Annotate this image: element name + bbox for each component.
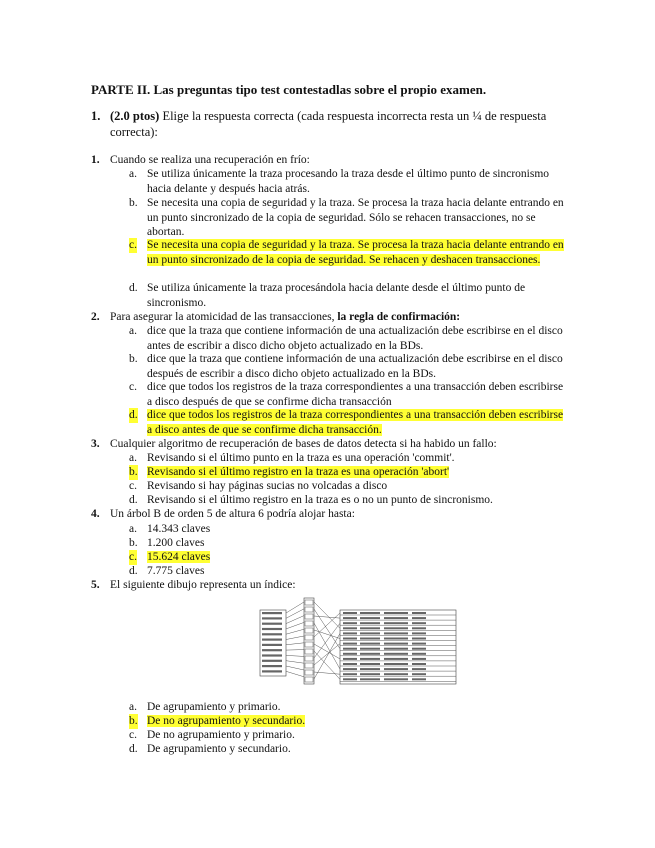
option-letter: a.: [129, 168, 137, 180]
question-number: 5.: [91, 579, 100, 591]
table-cell: [384, 678, 408, 680]
index-entry: [262, 628, 282, 630]
table-cell: [412, 632, 426, 634]
index-entry: [262, 612, 282, 614]
table-cell: [412, 673, 426, 675]
option-text: dice que todos los registros de la traza correspondientes a una transacción deben escribirse a disco antes de que se confirme dicha transacción.: [147, 409, 564, 436]
record-pointer: [314, 651, 340, 679]
q3-option-a: [129, 451, 564, 466]
table-cell: [360, 643, 380, 645]
q5-option-c: [129, 728, 564, 743]
table-cell: [343, 648, 357, 650]
q3-option-b-highlighted: [129, 465, 564, 480]
index-pointer: [286, 622, 304, 629]
index-entry: [262, 665, 282, 667]
table-cell: [343, 617, 357, 619]
option-letter: d.: [129, 743, 138, 755]
question-3: [91, 437, 571, 452]
table-cell: [384, 617, 408, 619]
table-cell: [343, 678, 357, 680]
option-letter: d.: [129, 565, 138, 577]
table-cell: [412, 668, 426, 670]
table-cell: [412, 678, 426, 680]
option-text: Se utiliza únicamente la traza procesando la traza desde el último punto de sincronismo hacia delante y después hacia atrás.: [147, 168, 550, 195]
option-text: Revisando si el último registro en la traza es una operación 'abort': [147, 466, 450, 478]
table-cell: [360, 612, 380, 614]
option-letter: b.: [129, 537, 138, 549]
q1-option-b: [129, 196, 564, 240]
question-text-bold: la regla de confirmación:: [337, 311, 461, 323]
option-text: 14.343 claves: [147, 523, 211, 535]
table-cell: [412, 663, 426, 665]
bucket-column: [304, 598, 314, 684]
index-pointer: [286, 661, 304, 664]
table-cell: [384, 673, 408, 675]
question-text: Cualquier algoritmo de recuperación de bases de datos detecta si ha habido un fallo:: [110, 438, 497, 450]
table-cell: [360, 648, 380, 650]
option-text: Se necesita una copia de seguridad y la traza. Se procesa la traza hacia delante entrando en un punto sincronizado de la copia de seguridad. Se rehacen y deshacen transacciones.: [147, 239, 564, 266]
q3-option-d: [129, 493, 564, 508]
q1-option-a: [129, 167, 564, 196]
option-letter: a.: [129, 523, 137, 535]
index-entry: [262, 660, 282, 662]
option-text: Se utiliza únicamente la traza procesándola hacia delante desde el último punto de sincronismo.: [147, 282, 526, 309]
question-5: [91, 578, 571, 593]
option-letter: c.: [129, 729, 137, 741]
option-text: dice que la traza que contiene información de una actualización debe escribirse en el disco después de escribir a disco dicho objeto actualizado en la BDs.: [147, 353, 563, 380]
question-2: [91, 310, 571, 325]
data-file-table: [340, 610, 456, 684]
table-cell: [360, 622, 380, 624]
table-cell: [384, 612, 408, 614]
option-letter: c.: [129, 239, 137, 251]
table-cell: [343, 653, 357, 655]
question-1: [91, 153, 571, 168]
option-letter: b.: [129, 353, 138, 365]
index-entry: [262, 654, 282, 656]
table-cell: [360, 658, 380, 660]
table-cell: [343, 632, 357, 634]
index-entry: [262, 623, 282, 625]
question-text: [110, 310, 571, 325]
table-cell: [384, 653, 408, 655]
option-text: 1.200 claves: [147, 537, 205, 549]
q4-option-d: [129, 564, 564, 579]
table-cell: [360, 617, 380, 619]
table-cell: [360, 627, 380, 629]
table-cell: [412, 653, 426, 655]
option-letter: a.: [129, 701, 137, 713]
intro-points: (2.0 ptos): [110, 109, 160, 123]
option-letter: b.: [129, 197, 138, 209]
table-cell: [412, 648, 426, 650]
intro-question: [91, 108, 566, 140]
q4-option-a: [129, 522, 564, 537]
option-letter: c.: [129, 480, 137, 492]
index-entry: [262, 633, 282, 635]
table-cell: [412, 638, 426, 640]
table-cell: [384, 648, 408, 650]
q4-option-c-highlighted: [129, 550, 564, 565]
table-cell: [384, 638, 408, 640]
table-cell: [360, 638, 380, 640]
table-cell: [412, 612, 426, 614]
table-cell: [343, 668, 357, 670]
table-cell: [412, 622, 426, 624]
option-letter: b.: [129, 715, 138, 727]
table-cell: [360, 632, 380, 634]
index-pointer: [286, 671, 304, 677]
option-text: dice que la traza que contiene información de una actualización debe escribirse en el disco antes de escribir a disco dicho objeto actualizado en la BDs.: [147, 325, 563, 352]
index-entry: [262, 670, 282, 672]
option-text: Revisando si hay páginas sucias no volcadas a disco: [147, 480, 388, 492]
table-cell: [384, 632, 408, 634]
q2-option-d-highlighted: [129, 408, 564, 437]
question-text-normal: Para asegurar la atomicidad de las transacciones,: [110, 311, 338, 323]
table-cell: [384, 663, 408, 665]
q1-option-c-highlighted: [129, 238, 564, 267]
question-number: 2.: [91, 311, 100, 323]
table-cell: [360, 663, 380, 665]
index-pointer: [286, 650, 304, 651]
table-cell: [412, 627, 426, 629]
index-entry: [262, 644, 282, 646]
question-number: 4.: [91, 508, 100, 520]
q5-option-a: [129, 700, 564, 715]
q2-option-b: [129, 352, 564, 381]
table-cell: [412, 643, 426, 645]
record-pointer: [314, 613, 340, 637]
option-text: Revisando si el último punto en la traza es una operación 'commit'.: [147, 452, 455, 464]
index-pointer: [286, 636, 304, 640]
table-cell: [343, 627, 357, 629]
question-text: Cuando se realiza una recuperación en frío:: [110, 154, 310, 166]
index-entry: [262, 649, 282, 651]
table-cell: [384, 668, 408, 670]
table-cell: [360, 653, 380, 655]
table-cell: [343, 663, 357, 665]
option-letter: c.: [129, 381, 137, 393]
table-cell: [360, 673, 380, 675]
option-text: De agrupamiento y secundario.: [147, 743, 291, 755]
table-cell: [360, 668, 380, 670]
option-text: 15.624 claves: [147, 551, 211, 563]
index-pointer: [286, 629, 304, 634]
q2-option-a: [129, 324, 564, 353]
question-text: El siguiente dibujo representa un índice:: [110, 579, 296, 591]
table-cell: [360, 678, 380, 680]
table-cell: [343, 673, 357, 675]
table-cell: [343, 658, 357, 660]
table-cell: [384, 643, 408, 645]
table-cell: [384, 627, 408, 629]
intro-text: [110, 108, 566, 140]
option-letter: d.: [129, 282, 138, 294]
question-4: [91, 507, 571, 522]
option-text: De agrupamiento y primario.: [147, 701, 281, 713]
option-letter: b.: [129, 466, 138, 478]
option-letter: d.: [129, 494, 138, 506]
question-number: 3.: [91, 438, 100, 450]
index-entry: [262, 617, 282, 619]
index-pointer: [286, 643, 304, 645]
index-pointer: [286, 666, 304, 670]
index-pointer: [286, 655, 304, 656]
table-cell: [343, 622, 357, 624]
option-letter: d.: [129, 409, 138, 421]
q4-option-b: [129, 536, 564, 551]
option-letter: c.: [129, 551, 137, 563]
option-letter: a.: [129, 325, 137, 337]
table-cell: [343, 643, 357, 645]
table-cell: [343, 612, 357, 614]
index-entry: [262, 639, 282, 641]
option-text: Se necesita una copia de seguridad y la traza. Se procesa la traza hacia delante entrando en un punto sincronizado de la copia de seguridad. Sólo se rehacen transacciones, no se abortan.: [147, 197, 564, 238]
table-cell: [384, 658, 408, 660]
section-title: PARTE II. Las preguntas tipo test contestadlas sobre el propio examen.: [91, 82, 487, 97]
index-diagram: [256, 594, 460, 686]
table-cell: [412, 617, 426, 619]
question-text: Un árbol B de orden 5 de altura 6 podría alojar hasta:: [110, 508, 355, 520]
table-cell: [384, 622, 408, 624]
option-letter: a.: [129, 452, 137, 464]
q3-option-c: [129, 479, 564, 494]
question-number: 1.: [91, 154, 100, 166]
option-text: De no agrupamiento y secundario.: [147, 715, 306, 727]
intro-number: 1.: [91, 109, 101, 123]
index-pointer: [286, 602, 304, 613]
q1-option-d: [129, 281, 564, 310]
q5-option-d: [129, 742, 564, 757]
option-text: 7.775 claves: [147, 565, 205, 577]
option-text: dice que todos los registros de la traza correspondientes a una transacción deben escribirse a disco después de que se confirme dicha transacción: [147, 381, 564, 408]
table-cell: [412, 658, 426, 660]
q2-option-c: [129, 380, 564, 409]
option-text: De no agrupamiento y primario.: [147, 729, 295, 741]
table-cell: [343, 638, 357, 640]
q5-option-b-highlighted: [129, 714, 564, 729]
record-pointer: [314, 630, 340, 639]
option-text: Revisando si el último registro en la traza es o no un punto de sincronismo.: [147, 494, 493, 506]
intro-instructions: Elige la respuesta correcta (cada respuesta incorrecta resta un ¼ de respuesta correcta):: [110, 109, 547, 139]
